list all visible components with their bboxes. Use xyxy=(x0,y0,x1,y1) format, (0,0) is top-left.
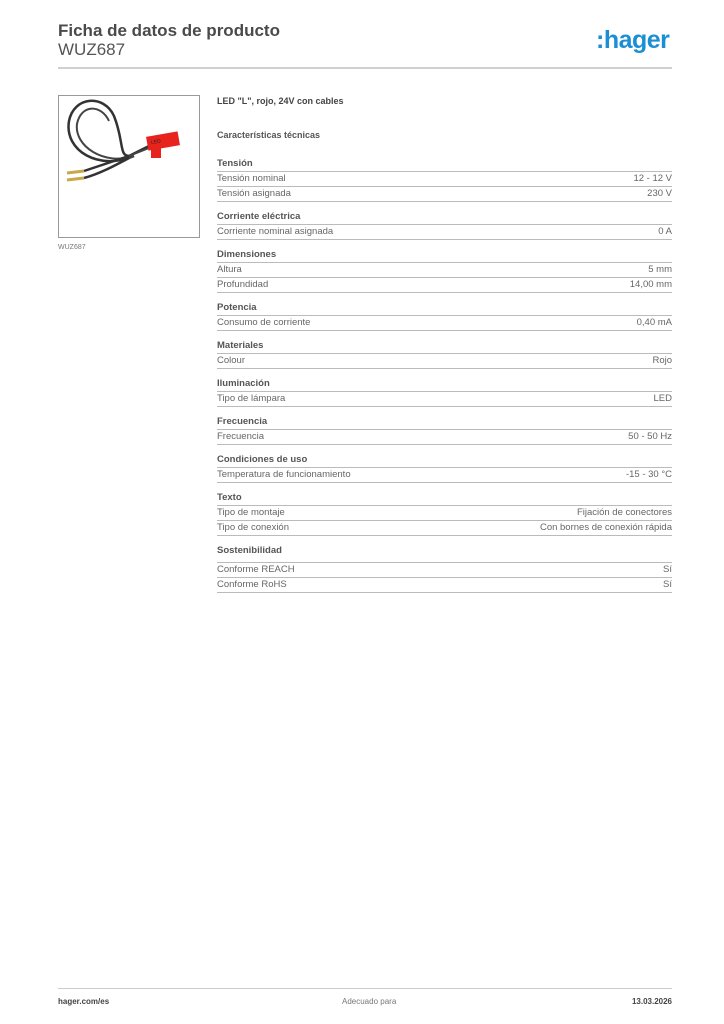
spec-label: Tipo de conexión xyxy=(217,522,290,533)
spec-value: Sí xyxy=(663,579,672,590)
spec-section xyxy=(217,157,672,202)
spec-label: Tipo de montaje xyxy=(217,507,285,518)
section-heading: Texto xyxy=(217,491,672,506)
spec-section xyxy=(217,453,672,483)
product-description: LED "L", rojo, 24V con cables xyxy=(217,96,344,106)
footer-date: 13.03.2026 xyxy=(631,997,672,1006)
product-image xyxy=(58,95,200,238)
spec-row xyxy=(217,225,672,240)
spec-row xyxy=(217,521,672,536)
spec-label: Frecuencia xyxy=(217,431,264,442)
spec-row xyxy=(217,468,672,483)
spec-row xyxy=(217,278,672,293)
spec-value: 230 V xyxy=(647,188,672,199)
led-label-text: LED xyxy=(150,138,162,147)
spec-row xyxy=(217,506,672,521)
section-heading: Corriente eléctrica xyxy=(217,210,672,225)
spec-label: Colour xyxy=(217,355,245,366)
footer-divider xyxy=(58,988,672,989)
spec-value: Con bornes de conexión rápida xyxy=(539,522,672,533)
spec-row xyxy=(217,563,672,578)
spec-row xyxy=(217,392,672,407)
spec-value: 5 mm xyxy=(648,264,672,275)
footer-website[interactable]: hager.com/es xyxy=(58,997,110,1006)
spec-value: LED xyxy=(653,393,672,404)
spec-row xyxy=(217,187,672,202)
section-heading: Sostenibilidad xyxy=(217,544,672,563)
spec-label: Temperatura de funcionamiento xyxy=(217,469,351,480)
spec-label: Conforme RoHS xyxy=(217,579,287,590)
spec-row xyxy=(217,316,672,331)
spec-section xyxy=(217,301,672,331)
spec-value: Fijación de conectores xyxy=(576,507,672,518)
spec-label: Conforme REACH xyxy=(217,564,295,575)
spec-section xyxy=(217,377,672,407)
spec-row xyxy=(217,430,672,445)
hager-logo: :hager xyxy=(596,26,670,54)
led-cable-illustration xyxy=(59,96,199,237)
spec-section xyxy=(217,210,672,240)
product-code: WUZ687 xyxy=(58,40,126,59)
spec-value: Rojo xyxy=(652,355,672,366)
spec-label: Profundidad xyxy=(217,279,269,290)
section-heading: Dimensiones xyxy=(217,248,672,263)
header-divider xyxy=(58,67,672,69)
spec-content xyxy=(217,96,672,601)
spec-section xyxy=(217,544,672,593)
spec-value: Sí xyxy=(663,564,672,575)
spec-row xyxy=(217,354,672,369)
spec-value: 50 - 50 Hz xyxy=(628,431,672,442)
spec-label: Tensión nominal xyxy=(217,173,286,184)
spec-label: Altura xyxy=(217,264,242,275)
section-heading: Frecuencia xyxy=(217,415,672,430)
page-title: Ficha de datos de producto xyxy=(58,21,280,40)
spec-value: 14,00 mm xyxy=(629,279,672,290)
section-heading: Condiciones de uso xyxy=(217,453,672,468)
spec-value: 0 A xyxy=(658,226,672,237)
spec-row xyxy=(217,578,672,593)
tech-heading: Características técnicas xyxy=(217,130,321,140)
section-heading: Materiales xyxy=(217,339,672,354)
spec-section xyxy=(217,248,672,293)
spec-value: 12 - 12 V xyxy=(633,173,672,184)
section-heading: Iluminación xyxy=(217,377,672,392)
footer-middle: Adecuado para xyxy=(342,997,397,1006)
spec-label: Tipo de lámpara xyxy=(217,393,286,404)
spec-value: -15 - 30 °C xyxy=(625,469,672,480)
spec-label: Consumo de corriente xyxy=(217,317,311,328)
spec-sections xyxy=(217,157,672,593)
spec-section xyxy=(217,339,672,369)
spec-value: 0,40 mA xyxy=(636,317,672,328)
spec-row xyxy=(217,172,672,187)
section-heading: Potencia xyxy=(217,301,672,316)
spec-row xyxy=(217,263,672,278)
spec-label: Corriente nominal asignada xyxy=(217,226,334,237)
spec-section xyxy=(217,491,672,536)
spec-section xyxy=(217,415,672,445)
section-heading: Tensión xyxy=(217,157,672,172)
spec-label: Tensión asignada xyxy=(217,188,291,199)
image-caption: WUZ687 xyxy=(58,244,86,251)
